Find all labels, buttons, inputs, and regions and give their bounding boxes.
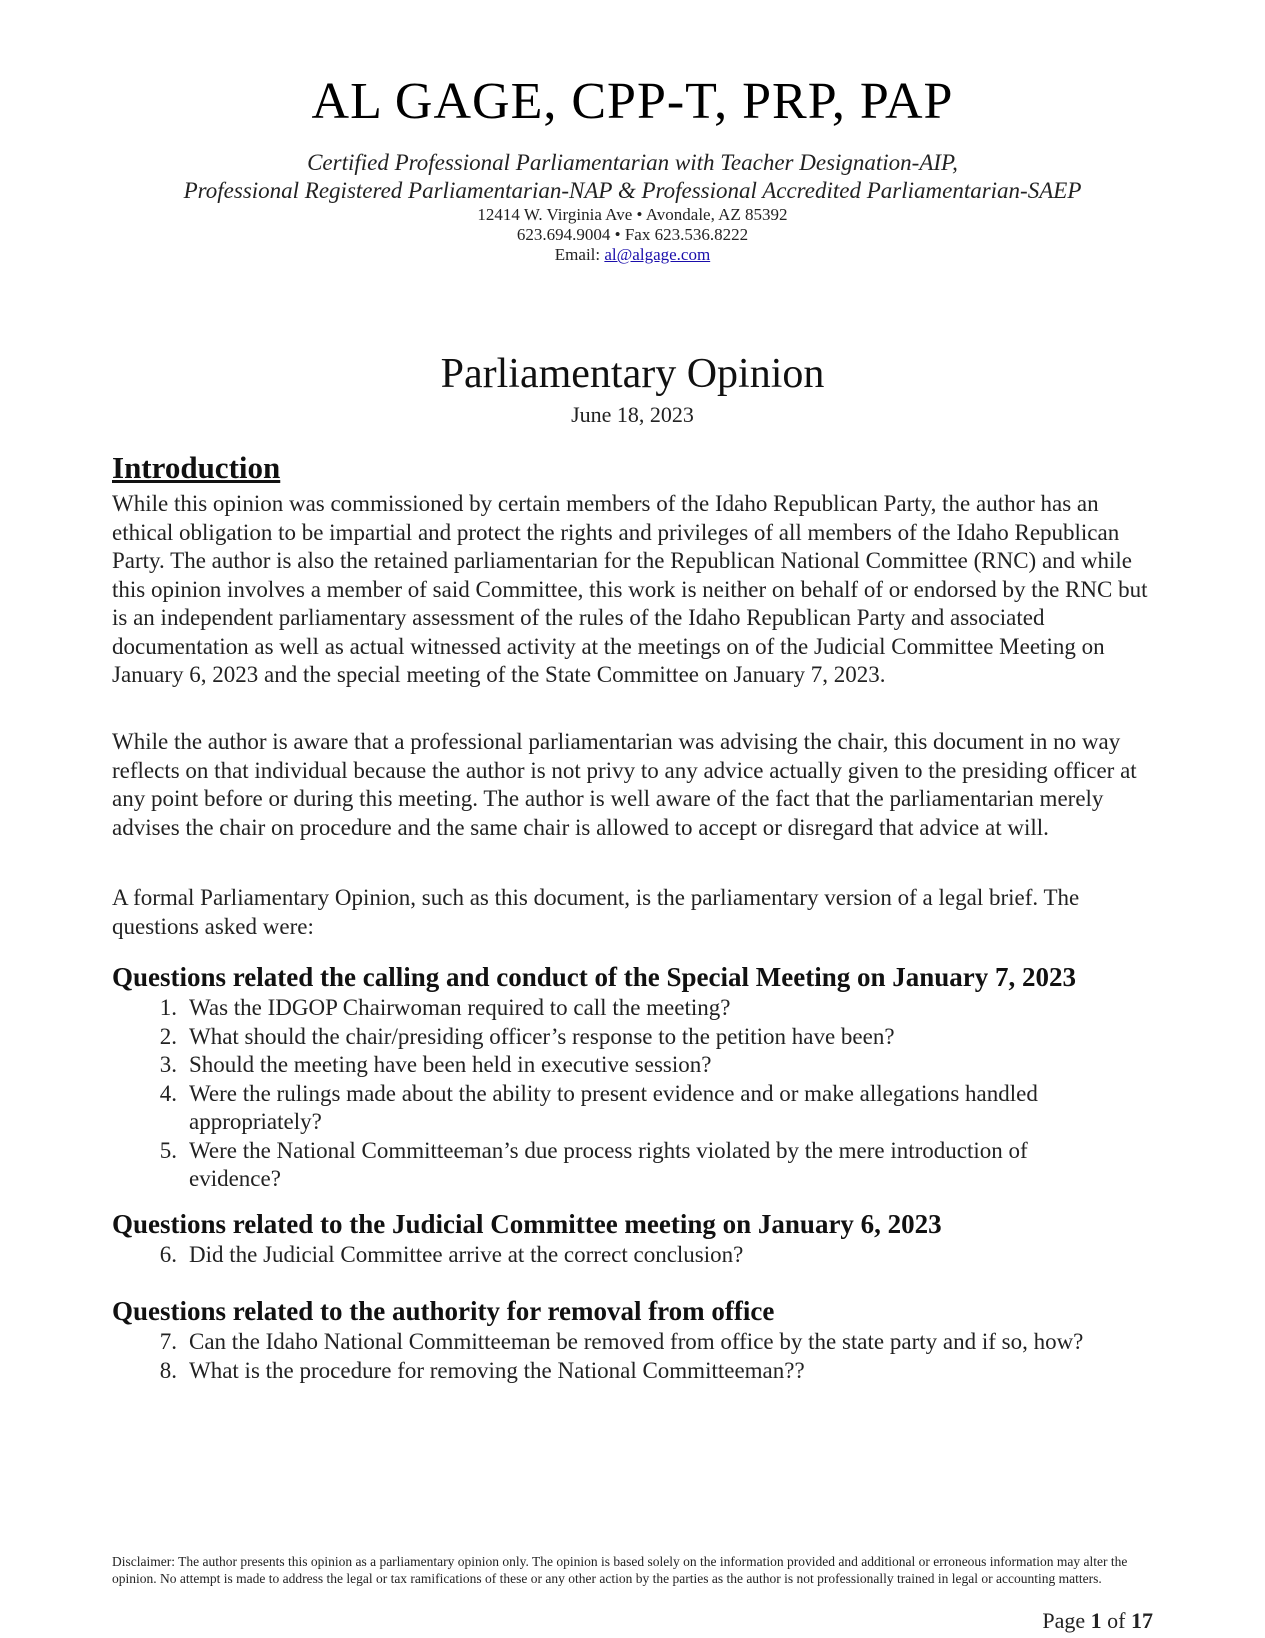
questions-heading-special-meeting: Questions related the calling and conduct of the Special Meeting on January 7, 2023 — [112, 962, 1077, 992]
questions-list-judicial-committee — [112, 1241, 1157, 1270]
list-item: 7. Can the Idaho National Committeeman be removed from office by the state party and if so, how? — [159, 1329, 1084, 1354]
list-item: 3. Should the meeting have been held in executive session? — [159, 1052, 712, 1077]
list-item: 5. Were the National Committeeman’s due process rights violated by the mere introduction of evidence? — [159, 1137, 1028, 1191]
document-date: June 18, 2023 — [571, 402, 694, 427]
list-item: 8. What is the procedure for removing the National Committeeman?? — [159, 1357, 805, 1383]
introduction-heading: Introduction — [112, 450, 281, 485]
address: 12414 W. Virginia Ave • Avondale, AZ 85392 — [477, 205, 788, 224]
list-item: 1. Was the IDGOP Chairwoman required to call the meeting? — [159, 995, 731, 1020]
questions-list-special-meeting — [112, 994, 1157, 1194]
list-item: 6. Did the Judicial Committee arrive at the correct conclusion? — [159, 1242, 744, 1267]
current-page: 1 — [1090, 1608, 1102, 1633]
total-pages: 17 — [1131, 1608, 1153, 1633]
credential-line-1: Certified Professional Parliamentarian with Teacher Designation-AIP, — [307, 150, 958, 175]
questions-list-removal-authority — [112, 1328, 1157, 1385]
questions-heading-judicial-committee: Questions related to the Judicial Committee meeting on January 6, 2023 — [112, 1209, 942, 1239]
email-link[interactable]: al@algage.com — [604, 245, 711, 264]
list-item: 2. What should the chair/presiding officer’s response to the petition have been? — [159, 1023, 895, 1049]
document-title: Parliamentary Opinion — [440, 351, 825, 397]
intro-paragraph-2: While the author is aware that a professional parliamentarian was advising the chair, this document in no way reflects on that individual because the author is not privy to any advice actually given to the presiding officer at any point before or during this meeting. The author is well aware of the fact that the parliamentarian merely advises the chair on procedure and the same chair is allowed to accept or disregard that advice at will. — [112, 729, 1137, 840]
disclaimer: Disclaimer: The author presents this opinion as a parliamentary opinion only. The opinion is based solely on the information provided and additional or erroneous information may alter the opinion. No attempt is made to address the legal or tax ramifications of these or any other action by the parties as the author is not professionally trained in legal or accounting matters. — [112, 1554, 1128, 1586]
email-line — [0, 245, 1265, 265]
email-label: Email: — [554, 245, 605, 264]
phone-fax: 623.694.9004 • Fax 623.536.8222 — [516, 225, 749, 244]
intro-paragraph-1: While this opinion was commissioned by certain members of the Idaho Republican Party, the author has an ethical obligation to be impartial and protect the rights and privileges of all members of the Idaho Republican Party. The author is also the retained parliamentarian for the Republican National Committee (RNC) and while this opinion involves a member of said Committee, this work is neither on behalf of or endorsed by the RNC but is an independent parliamentary assessment of the rules of the Idaho Republican Party and associated documentation as well as actual witnessed activity at the meetings on of the Judicial Committee Meeting on January 6, 2023 and the special meeting of the State Committee on January 7, 2023. — [112, 491, 1148, 687]
list-item: 4. Were the rulings made about the ability to present evidence and or make allegations handled appropriately? — [159, 1080, 1038, 1134]
intro-paragraph-3: A formal Parliamentary Opinion, such as this document, is the parliamentary version of a legal brief. The questions asked were: — [112, 885, 1080, 939]
page-number: Page 1 of 17 — [1042, 1608, 1153, 1633]
credential-line-2: Professional Registered Parliamentarian-NAP & Professional Accredited Parliamentarian-SAEP — [183, 178, 1082, 203]
author-name: AL GAGE, CPP-T, PRP, PAP — [311, 73, 954, 130]
questions-heading-removal-authority: Questions related to the authority for removal from office — [112, 1296, 775, 1326]
